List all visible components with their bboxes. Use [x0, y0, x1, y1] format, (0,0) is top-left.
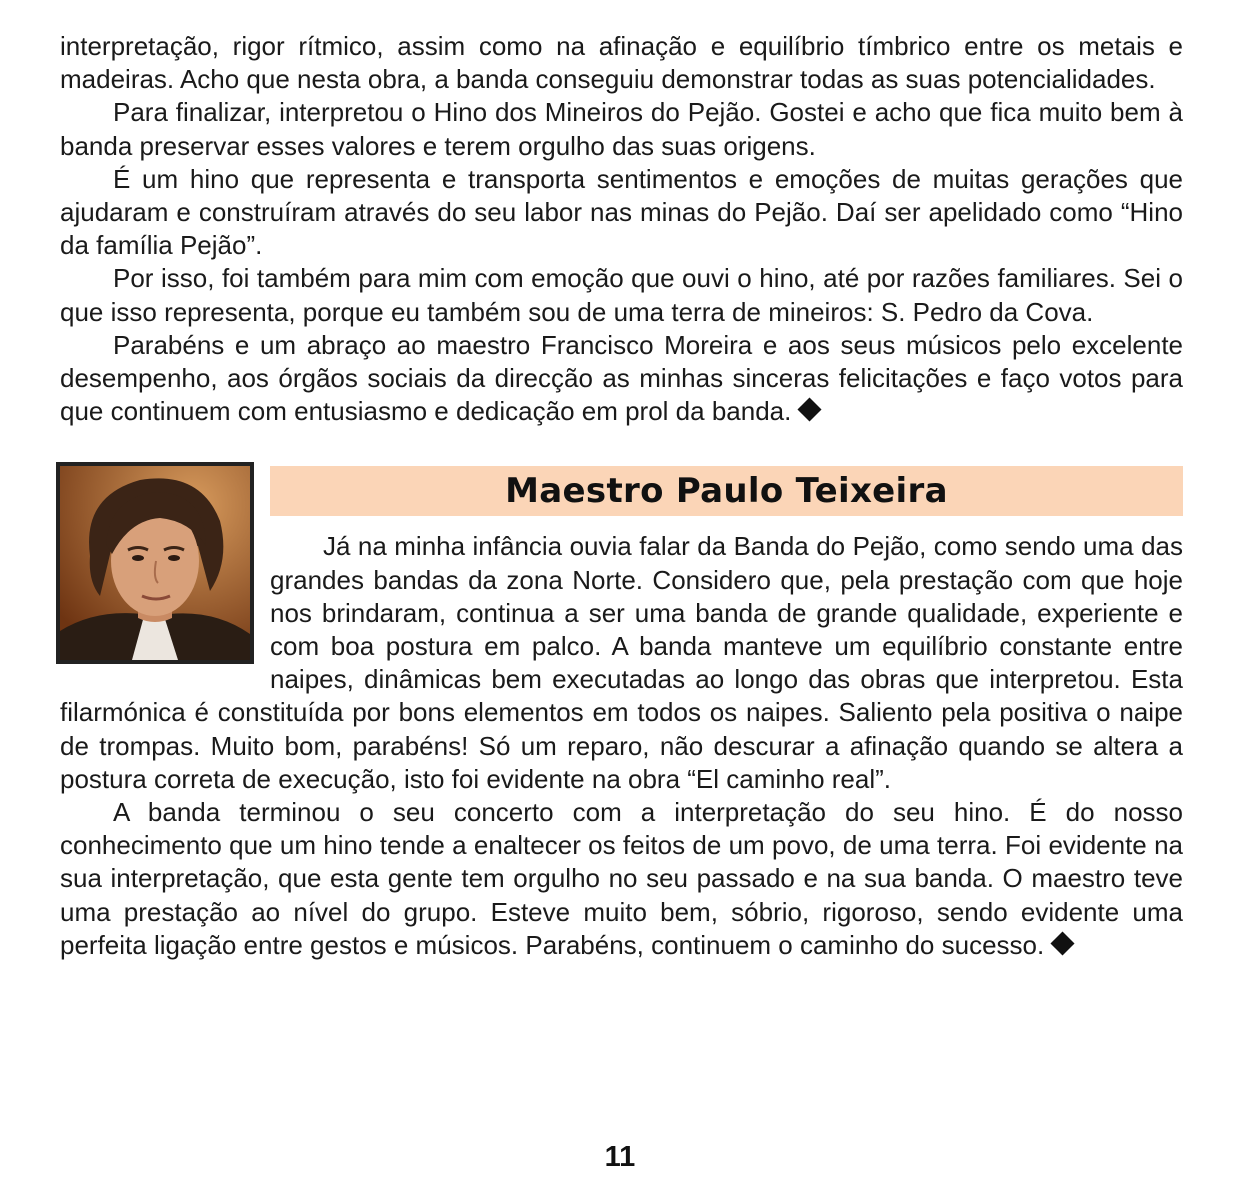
- intro-paragraph-4: Por isso, foi também para mim com emoção que ouvi o hino, até por razões familiares. Sei o que isso representa, porque eu também sou de uma terra de mineiros: S. Pedro da Cova.: [60, 263, 1183, 327]
- page-number: 11: [604, 1141, 636, 1173]
- section-heading: Maestro Paulo Teixeira: [505, 471, 948, 512]
- intro-paragraph-3: É um hino que representa e transporta sentimentos e emoções de muitas gerações que ajudaram e construíram através do seu labor nas minas do Pejão. Daí ser apelidado como “Hino da família Pejão”.: [60, 163, 1183, 261]
- section-paragraph-2-text: A banda terminou o seu concerto com a interpretação do seu hino. É do nosso conhecimento que um hino tende a enaltecer os feitos de um povo, de uma terra. Foi evidente na sua interpretação, que esta gente tem orgulho no seu passado e na sua banda. O maestro teve uma prestação ao nível do grupo. Esteve muito bem, sóbrio, rigoroso, sendo evidente uma perfeita ligação entre gestos e músicos. Parabéns, continuem o caminho do sucesso.: [60, 797, 1183, 960]
- intro-paragraph-2: Para finalizar, interpretou o Hino dos Mineiros do Pejão. Gostei e acho que fica muito bem à banda preservar esses valores e terem orgulho das suas origens.: [60, 97, 1183, 161]
- maestro-section: [60, 466, 1183, 962]
- intro-text: [60, 30, 1183, 428]
- portrait-illustration: [60, 466, 250, 660]
- page-content: [60, 30, 1183, 962]
- section-paragraph-1: Já na minha infância ouvia falar da Banda do Pejão, como sendo uma das grandes bandas da zona Norte. Considero que, pela prestação com que hoje nos brindaram, continua a ser uma banda de grande qualidade, experiente e com boa postura em palco. A banda manteve um equilíbrio constante entre naipes, dinâmicas bem executadas ao longo das obras que interpretou. Esta filarmónica é constituída por bons elementos em todos os naipes. Saliento pela positiva o naipe de trompas. Muito bom, parabéns! Só um reparo, não descurar a afinação quando se altera a postura correta de execução, isto foi evidente na obra “El caminho real”.: [60, 531, 1183, 794]
- intro-paragraph-5-text: Parabéns e um abraço ao maestro Francisco Moreira e aos seus músicos pelo excelente desempenho, aos órgãos sociais da direcção as minhas sinceras felicitações e faço votos para que continuem com entusiasmo e dedicação em prol da banda.: [60, 329, 1183, 427]
- end-diamond-icon: [798, 398, 822, 422]
- section-heading-bar: [270, 466, 1183, 516]
- intro-paragraph-1: interpretação, rigor rítmico, assim como na afinação e equilíbrio tímbrico entre os metais e madeiras. Acho que nesta obra, a banda conseguiu demonstrar todas as suas potencialidades.: [60, 31, 1183, 95]
- end-diamond-icon: [1051, 931, 1075, 955]
- intro-paragraph-5: [60, 329, 1183, 429]
- portrait-photo: [56, 462, 254, 664]
- section-paragraph-2: [60, 796, 1183, 962]
